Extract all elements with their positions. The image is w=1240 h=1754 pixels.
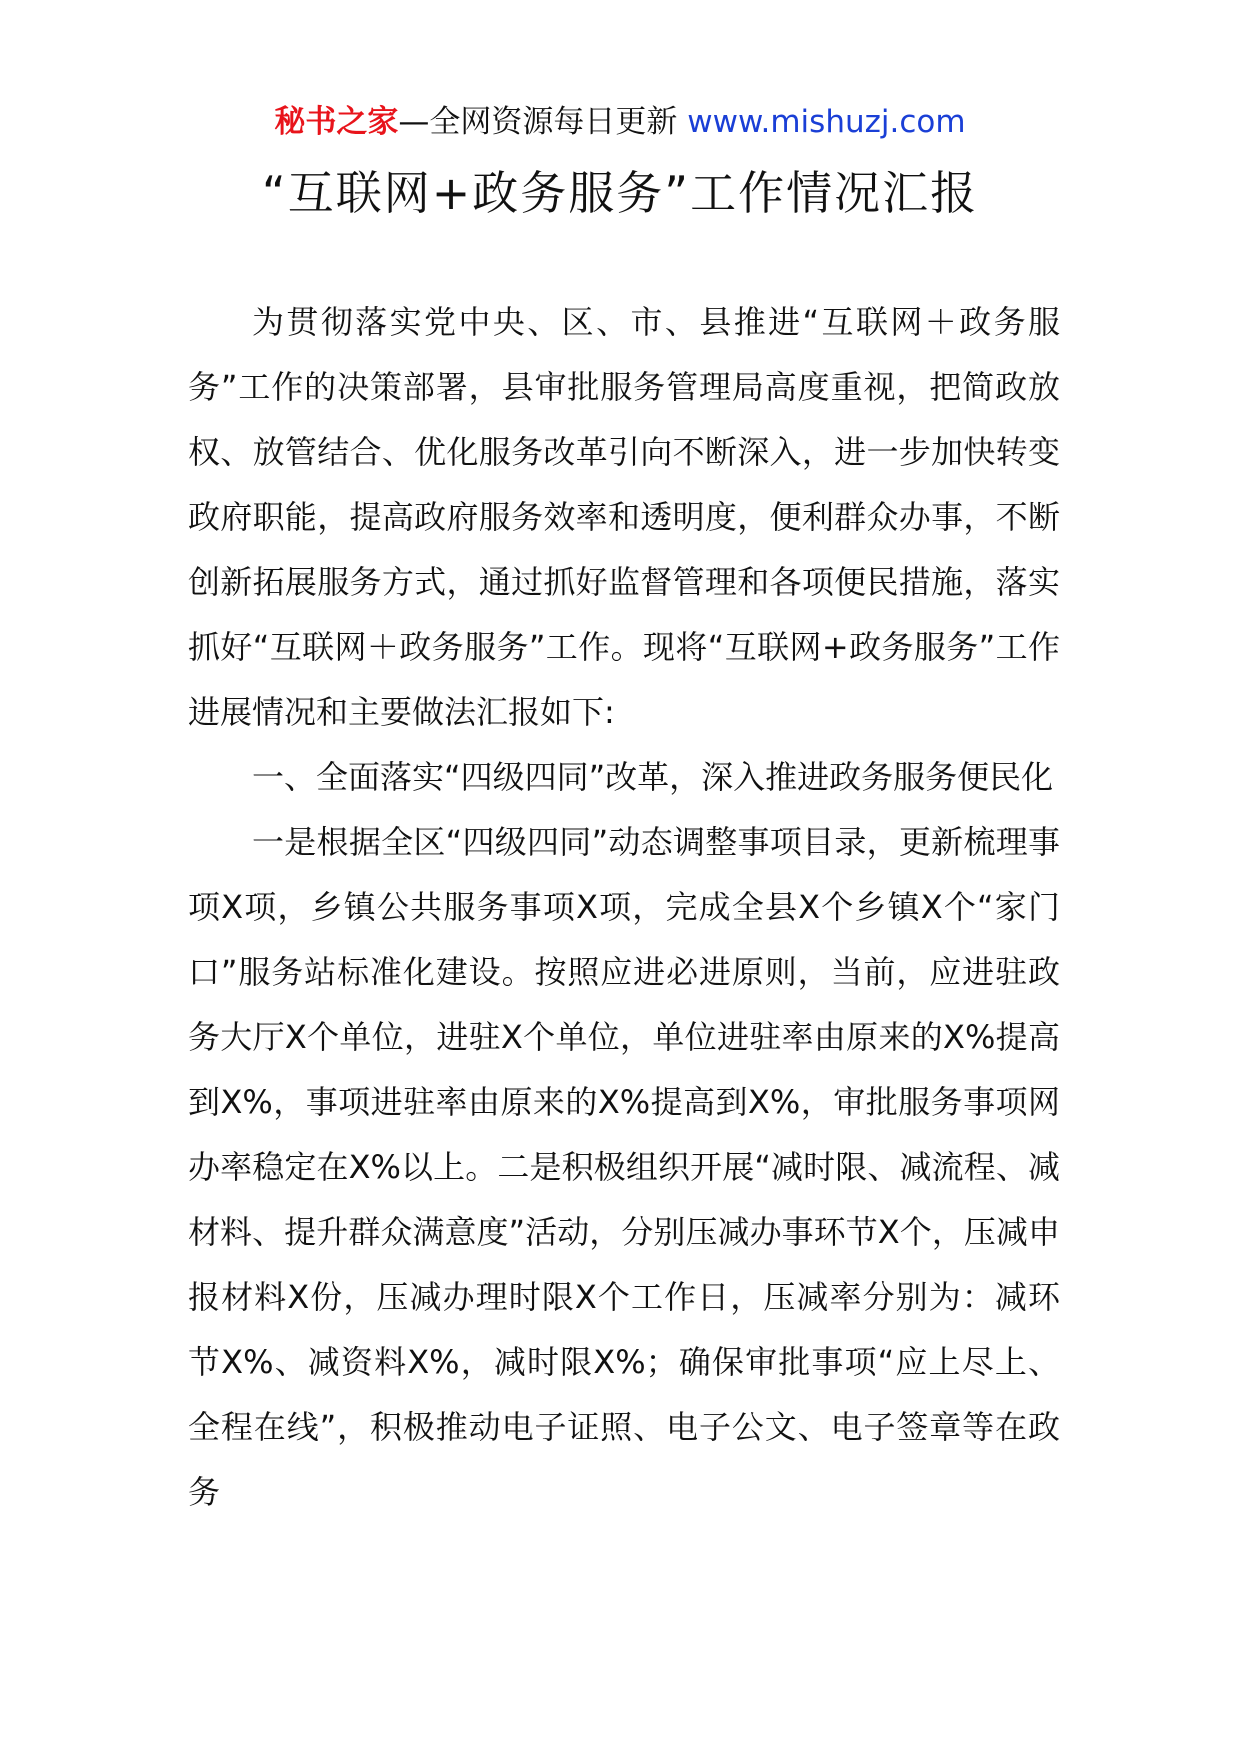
watermark-header (0, 100, 1240, 144)
brand-name: 秘书之家 (274, 104, 399, 140)
site-url: www.mishuzj.com (687, 104, 966, 140)
paragraph-intro: 为贯彻落实党中央、区、市、县推进“互联网＋政务服务”工作的决策部署，县审批服务管理局高度重视，把简政放权、放管结合、优化服务改革引向不断深入，进一步加快转变政府职能，提高政府服务效率和透明度，便利群众办事，不断创新拓展服务方式，通过抓好监督管理和各项便民措施，落实抓好“互联网＋政务服务”工作。现将“互联网+政务服务”工作进展情况和主要做法汇报如下: (188, 303, 1060, 731)
header-tagline: —全网资源每日更新 (398, 104, 678, 140)
document-body (188, 290, 1060, 1525)
section-heading-1: 一、全面落实“四级四同”改革，深入推进政务服务便民化 (252, 758, 1054, 796)
document-title: “互联网+政务服务”工作情况汇报 (261, 166, 979, 220)
paragraph-section-1: 一是根据全区“四级四同”动态调整事项目录，更新梳理事项X项，乡镇公共服务事项X项，完成全县X个乡镇X个“家门口”服务站标准化建设。按照应进必进原则，当前，应进驻政务大厅X个单位，进驻X个单位，单位进驻率由原来的X%提高到X%，事项进驻率由原来的X%提高到X%，审批服务事项网办率稳定在X%以上。二是积极组织开展“减时限、减流程、减材料、提升群众满意度”活动，分别压减办事环节X个，压减申报材料X份，压减办理时限X个工作日，压减率分别为：减环节X%、减资料X%，减时限X%；确保审批事项“应上尽上、全程在线”，积极推动电子证照、电子公文、电子签章等在政务 (188, 823, 1060, 1511)
